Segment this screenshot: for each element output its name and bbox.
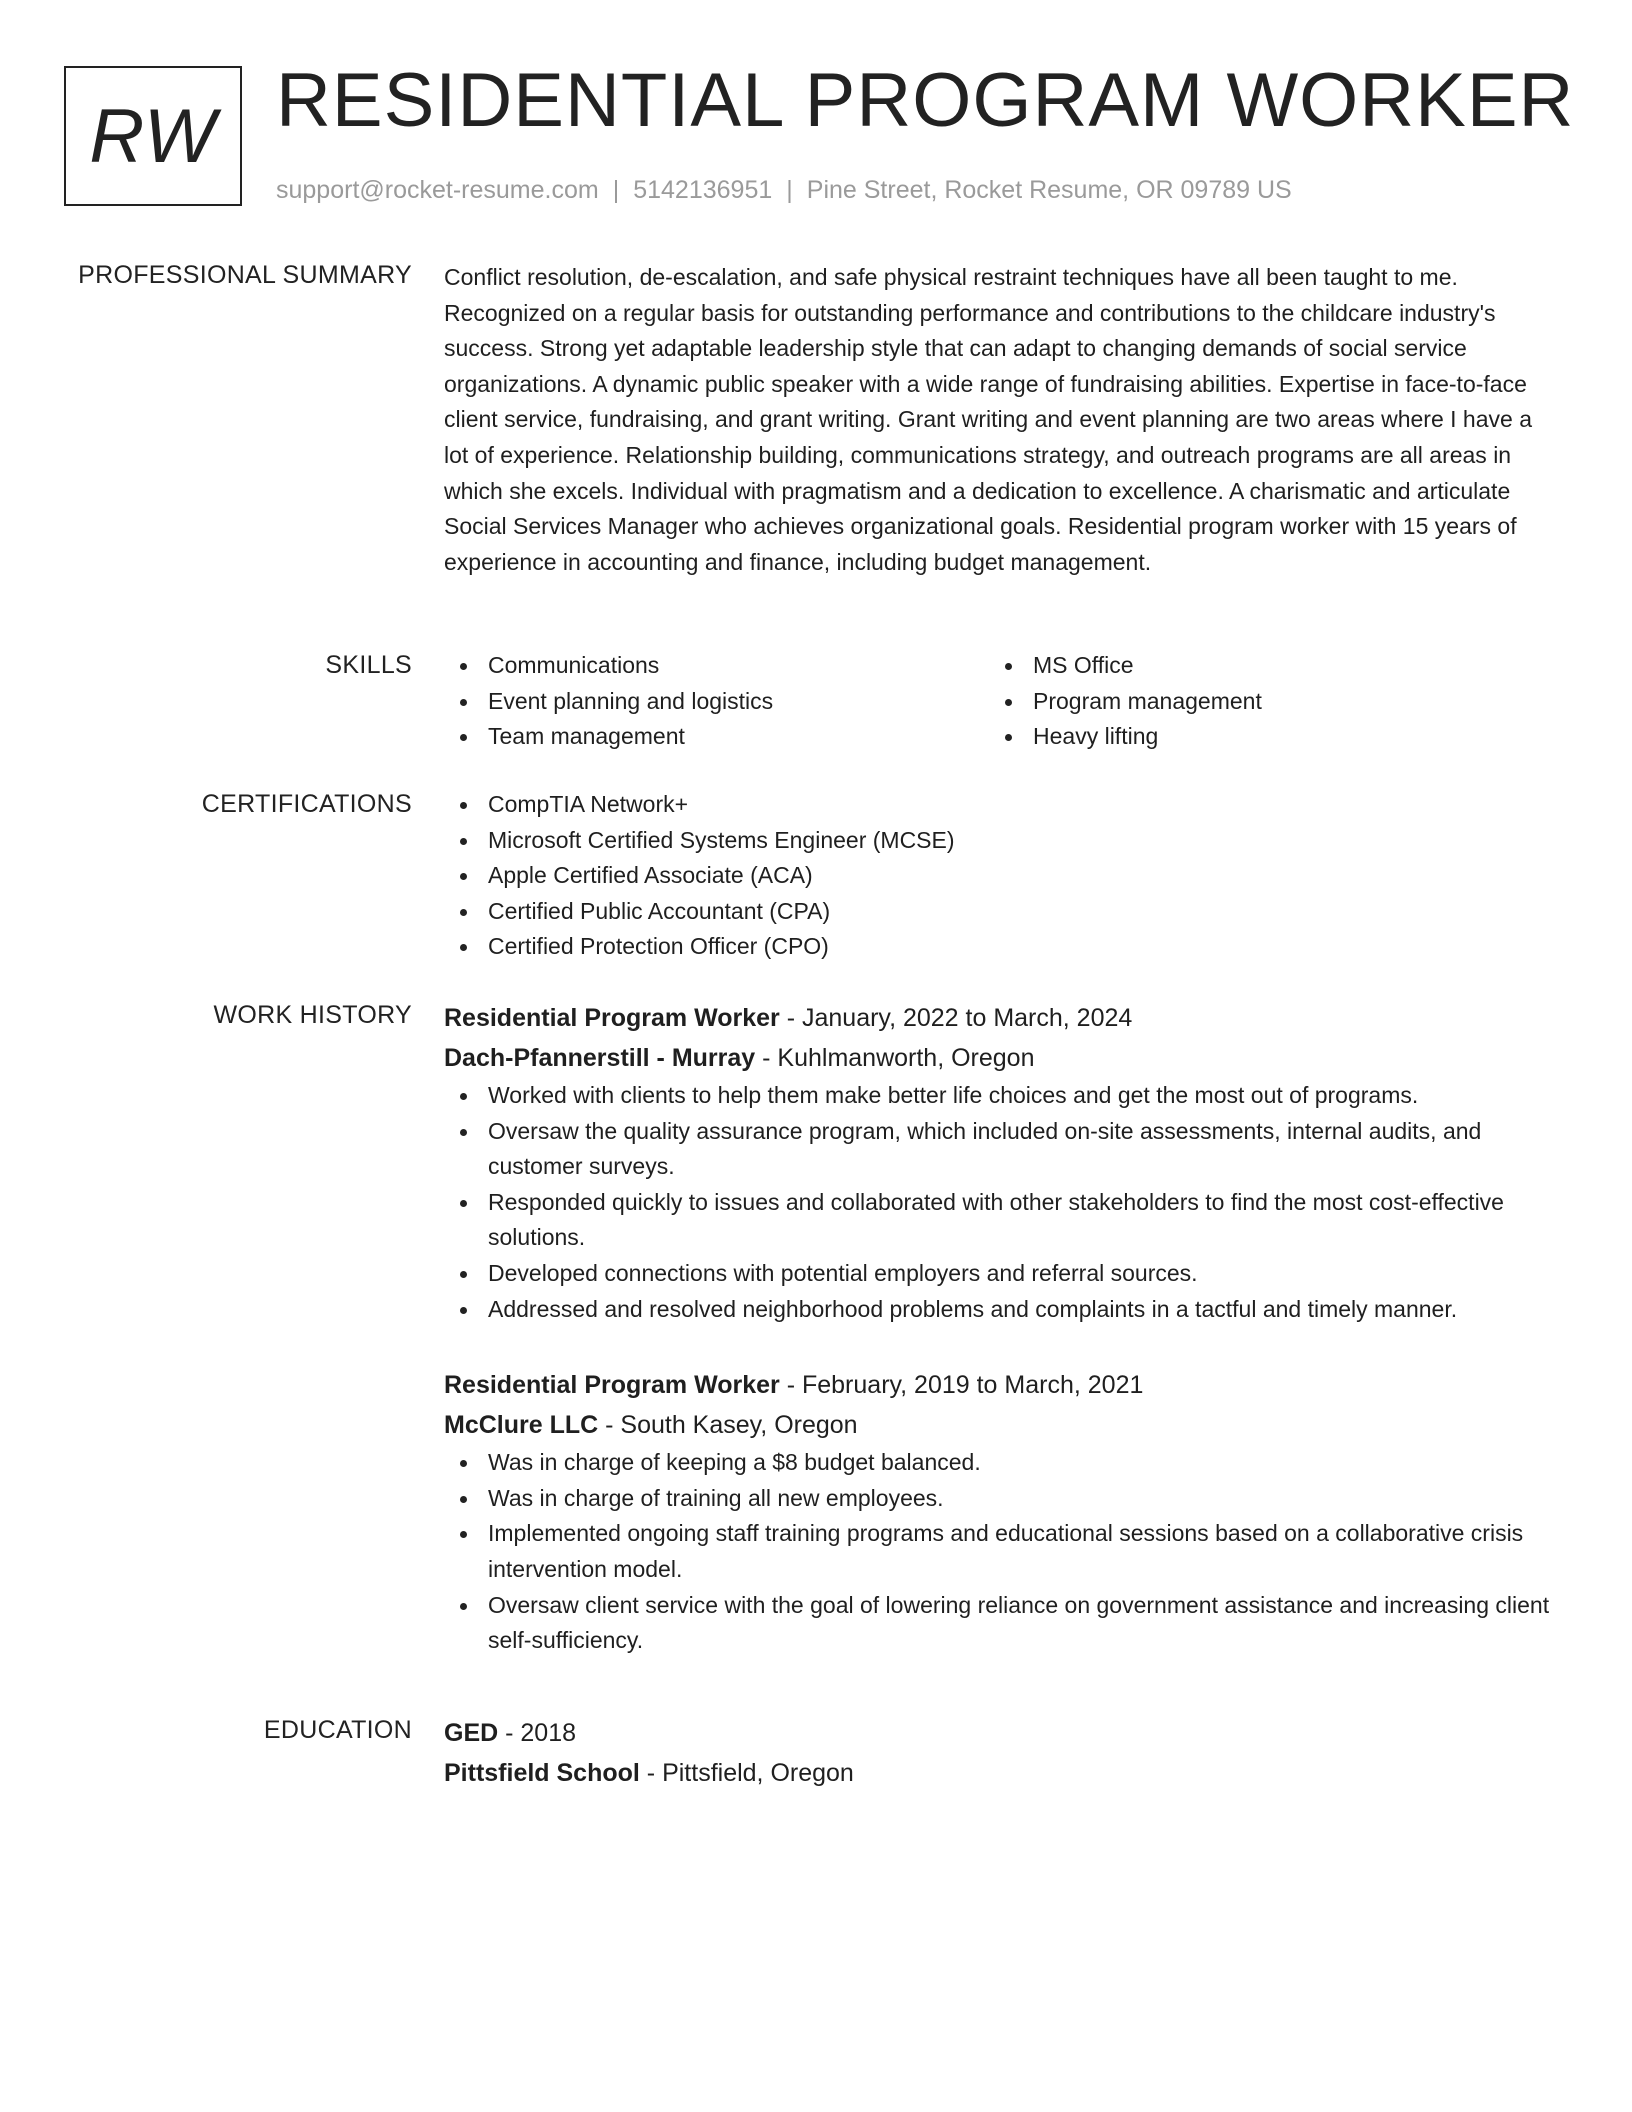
- work-history-body: [444, 998, 1562, 1659]
- certification-item: Certified Public Accountant (CPA): [444, 894, 1562, 930]
- skill-item: Communications: [444, 648, 989, 684]
- job-title: Residential Program Worker: [444, 1004, 780, 1032]
- education-degree-line: [444, 1713, 1562, 1753]
- job-entry: [444, 998, 1562, 1327]
- contact-phone: 5142136951: [633, 176, 773, 204]
- skills-list-left: [444, 648, 989, 755]
- job-title-line: [444, 1365, 1562, 1405]
- job-location: - Kuhlmanworth, Oregon: [755, 1044, 1035, 1072]
- job-title: Residential Program Worker: [444, 1371, 780, 1400]
- job-location: - South Kasey, Oregon: [598, 1411, 858, 1440]
- skills-grid: [444, 648, 1562, 755]
- job-duties-list: [444, 1445, 1562, 1659]
- certification-item: Microsoft Certified Systems Engineer (MCSE): [444, 823, 1562, 859]
- job-company-line: [444, 1405, 1562, 1445]
- page-title: RESIDENTIAL PROGRAM WORKER: [276, 58, 1575, 143]
- job-dates: - February, 2019 to March, 2021: [779, 1371, 1144, 1400]
- skills-list-right: [989, 648, 1534, 755]
- skills-body: [444, 648, 1562, 755]
- section-heading-certifications: CERTIFICATIONS: [201, 790, 412, 818]
- skill-item: Team management: [444, 719, 989, 755]
- certifications-list: [444, 787, 1562, 965]
- job-duty-item: Addressed and resolved neighborhood problems and complaints in a tactful and timely manner.: [444, 1292, 1562, 1328]
- contact-address: Pine Street, Rocket Resume, OR 09789 US: [806, 176, 1292, 204]
- job-duty-item: Developed connections with potential employers and referral sources.: [444, 1256, 1562, 1292]
- skill-item: Event planning and logistics: [444, 684, 989, 720]
- certification-item: Certified Protection Officer (CPO): [444, 929, 1562, 965]
- job-title-line: [444, 998, 1562, 1038]
- job-duty-item: Implemented ongoing staff training programs and educational sessions based on a collaborative crisis intervention model.: [444, 1516, 1562, 1587]
- certification-item: CompTIA Network+: [444, 787, 1562, 823]
- section-heading-skills: SKILLS: [325, 651, 412, 679]
- skill-item: Program management: [989, 684, 1534, 720]
- summary-body: [444, 258, 1562, 580]
- job-duty-item: Oversaw the quality assurance program, which included on-site assessments, internal audits, and customer surveys.: [444, 1114, 1562, 1185]
- education-location: - Pittsfield, Oregon: [639, 1759, 854, 1787]
- education-body: [444, 1713, 1562, 1793]
- education-school: Pittsfield School: [444, 1759, 640, 1787]
- certifications-body: [444, 787, 1562, 965]
- section-heading-summary: PROFESSIONAL SUMMARY: [78, 261, 412, 289]
- education-school-line: [444, 1753, 1562, 1793]
- job-company: Dach-Pfannerstill - Murray: [444, 1044, 756, 1072]
- summary-text: Conflict resolution, de-escalation, and safe physical restraint techniques have all been taught to me. Recognized on a regular basis for outstanding performance and contributions to the childcare industry's success. Strong yet adaptable leadership style that can adapt to changing demands of social service organizations. A dynamic public speaker with a wide range of fundraising abilities. Expertise in face-to-face client service, fundraising, and grant writing. Grant writing and event planning are two areas where I have a lot of experience. Relationship building, communications strategy, and outreach programs are all areas in which she excels. Individual with pragmatism and a dedication to excellence. A charismatic and articulate Social Services Manager who achieves organizational goals. Residential program worker with 15 years of experience in accounting and finance, including budget management.: [444, 264, 1532, 575]
- education-degree: GED: [444, 1719, 499, 1747]
- job-company-line: [444, 1038, 1562, 1078]
- job-dates: - January, 2022 to March, 2024: [779, 1004, 1133, 1032]
- job-company: McClure LLC: [444, 1411, 599, 1440]
- job-duties-list: [444, 1078, 1562, 1327]
- education-year: - 2018: [498, 1719, 577, 1747]
- contact-separator: |: [612, 176, 620, 204]
- skill-item: MS Office: [989, 648, 1534, 684]
- section-heading-education: EDUCATION: [263, 1716, 412, 1744]
- section-heading-work-history: WORK HISTORY: [213, 1001, 412, 1029]
- contact-line: [276, 174, 1292, 206]
- monogram-logo: RW: [64, 66, 242, 206]
- job-duty-item: Oversaw client service with the goal of lowering reliance on government assistance and increasing client self-sufficiency.: [444, 1588, 1562, 1659]
- job-duty-item: Was in charge of keeping a $8 budget balanced.: [444, 1445, 1562, 1481]
- job-duty-item: Responded quickly to issues and collaborated with other stakeholders to find the most cost-effective solutions.: [444, 1185, 1562, 1256]
- job-duty-item: Worked with clients to help them make better life choices and get the most out of programs.: [444, 1078, 1562, 1114]
- skill-item: Heavy lifting: [989, 719, 1534, 755]
- job-duty-item: Was in charge of training all new employees.: [444, 1481, 1562, 1517]
- contact-email: support@rocket-resume.com: [276, 176, 599, 204]
- certification-item: Apple Certified Associate (ACA): [444, 858, 1562, 894]
- contact-separator: |: [786, 176, 793, 204]
- job-entry: [444, 1365, 1562, 1659]
